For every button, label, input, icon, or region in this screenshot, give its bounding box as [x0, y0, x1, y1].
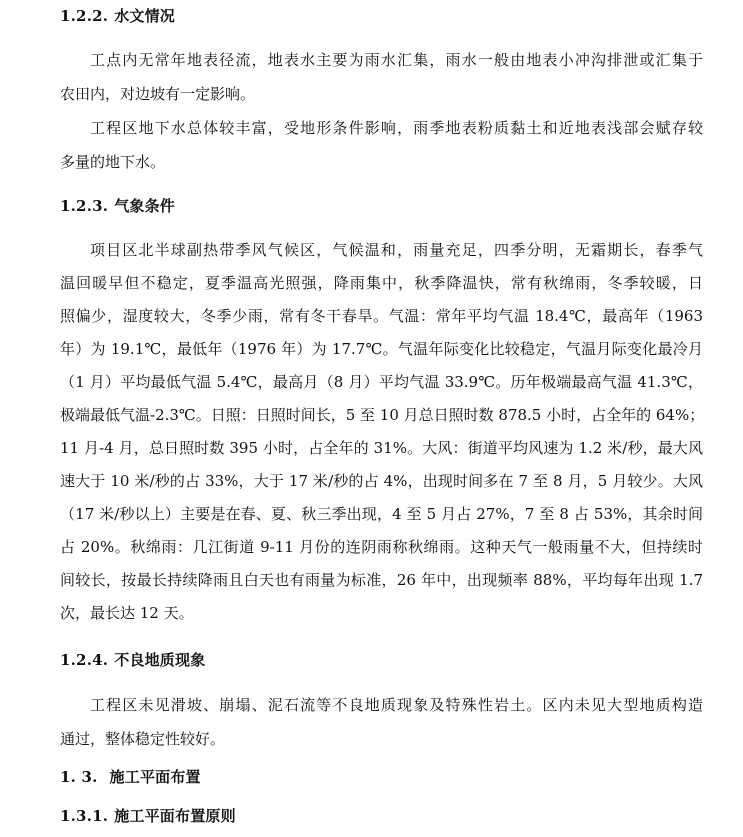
- paragraph-line: 次，最长达 12 天。: [60, 604, 194, 622]
- paragraph-line: 工程区未见滑坡、崩塌、泥石流等不良地质现象及特殊性岩土。区内未见大型地质构造: [90, 696, 703, 714]
- paragraph-line: 年）为 19.1℃，最低年（1976 年）为 17.7℃。气温年际变化比较稳定，气温月际变化最冷月: [60, 340, 703, 358]
- section-title: 施工平面布置原则: [114, 807, 236, 825]
- section-heading-1-3-1: [60, 806, 236, 826]
- paragraph-line: 占 20%。秋绵雨：几江街道 9-11 月份的连阴雨称秋绵雨。这种天气一般雨量不大，但持续时: [60, 538, 703, 556]
- section-number: 1. 3.: [60, 768, 98, 786]
- section-heading-1-3: [60, 767, 201, 787]
- paragraph-line: 多量的地下水。: [60, 153, 166, 171]
- section-title: 不良地质现象: [114, 651, 206, 669]
- paragraph-line: （1 月）平均最低气温 5.4℃，最高月（8 月）平均气温 33.9℃。历年极端最高气温 41.3℃，: [60, 373, 703, 391]
- section-number: 1.2.4.: [60, 651, 109, 669]
- section-title: 气象条件: [114, 197, 175, 215]
- paragraph-line: 温回暖早但不稳定，夏季温高光照强，降雨集中，秋季降温快，常有秋绵雨，冬季较暖，日: [60, 274, 703, 292]
- paragraph-line: 间较长，按最长持续降雨且白天也有雨量为标准，26 年中，出现频率 88%，平均每年出现 1.7: [60, 571, 703, 589]
- section-heading-1-2-2: [60, 6, 175, 26]
- section-title: 水文情况: [114, 7, 175, 25]
- section-number: 1.2.2.: [60, 7, 109, 25]
- paragraph-line: 通过，整体稳定性较好。: [60, 730, 226, 748]
- section-number: 1.3.1.: [60, 807, 109, 825]
- section-heading-1-2-4: [60, 650, 205, 670]
- paragraph-line: 农田内，对边坡有一定影响。: [60, 85, 256, 103]
- paragraph-line: 照偏少，湿度较大，冬季少雨，常有冬干春旱。气温：常年平均气温 18.4℃，最高年（1963: [60, 307, 703, 325]
- section-heading-1-2-3: [60, 196, 175, 216]
- paragraph-line: 11 月-4 月，总日照时数 395 小时，占全年的 31%。大风：街道平均风速为 1.2 米/秒，最大风: [60, 439, 703, 457]
- paragraph-line: 工程区地下水总体较丰富，受地形条件影响，雨季地表粉质黏土和近地表浅部会赋存较: [90, 119, 703, 137]
- paragraph-line: （17 米/秒以上）主要是在春、夏、秋三季出现，4 至 5 月占 27%，7 至 8 占 53%，其余时间: [60, 505, 703, 523]
- section-title: 施工平面布置: [109, 768, 201, 786]
- paragraph-line: 极端最低气温-2.3℃。日照：日照时间长，5 至 10 月总日照时数 878.5 小时，占全年的 64%；: [60, 406, 705, 424]
- paragraph-line: 工点内无常年地表径流，地表水主要为雨水汇集，雨水一般由地表小冲沟排泄或汇集于: [90, 51, 703, 69]
- paragraph-line: 项目区北半球副热带季风气候区，气候温和，雨量充足，四季分明，无霜期长，春季气: [90, 241, 703, 259]
- paragraph-line: 速大于 10 米/秒的占 33%，大于 17 米/秒的占 4%，出现时间多在 7 至 8 月，5 月较少。大风: [60, 472, 703, 490]
- section-number: 1.2.3.: [60, 197, 109, 215]
